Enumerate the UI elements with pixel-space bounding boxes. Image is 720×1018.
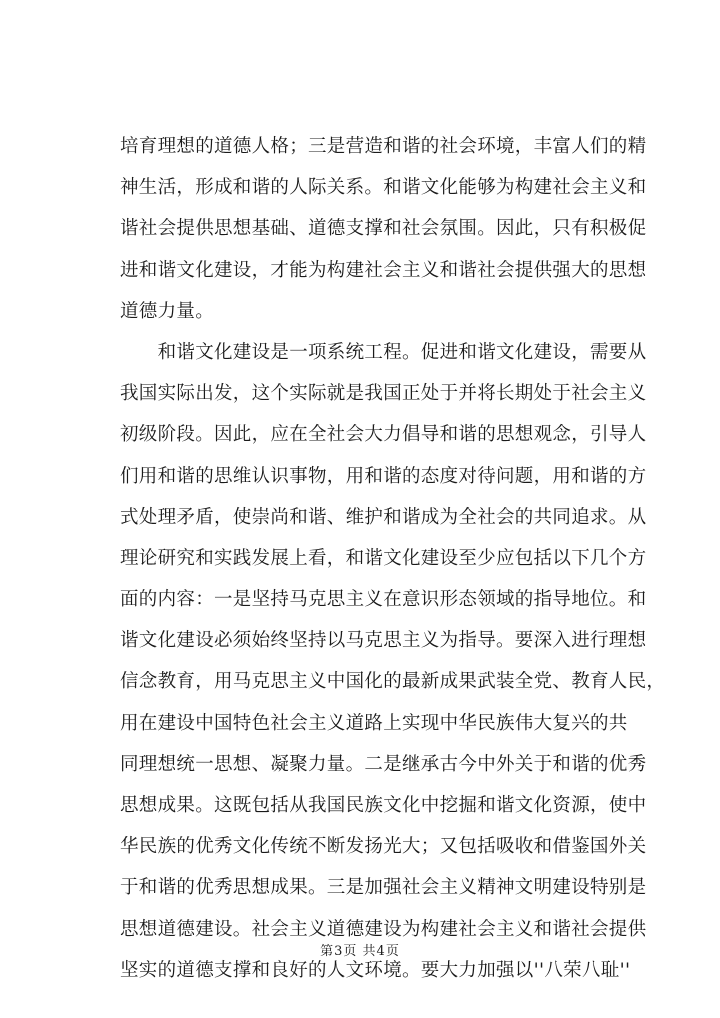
text-line: 道德力量。	[120, 300, 215, 322]
text-line: 同理想统一思想、凝聚力量。二是继承古今中外关于和谐的优秀	[120, 753, 647, 775]
body-text	[120, 126, 666, 991]
text-line: 谐社会提供思想基础、道德支撑和社会氛围。因此，只有积极促	[120, 218, 647, 240]
text-line: 和谐文化建设是一项系统工程。促进和谐文化建设，需要从	[120, 341, 647, 363]
text-line: 理论研究和实践发展上看，和谐文化建设至少应包括以下几个方	[120, 547, 647, 569]
text-line: 于和谐的优秀思想成果。三是加强社会主义精神文明建设特别是	[120, 877, 647, 899]
text-line: 思想成果。这既包括从我国民族文化中挖掘和谐文化资源，使中	[120, 795, 647, 816]
text-line: 进和谐文化建设，才能为构建社会主义和谐社会提供强大的思想	[120, 259, 647, 281]
text-line: 们用和谐的思维认识事物，用和谐的态度对待问题，用和谐的方	[120, 465, 647, 487]
text-line: 谐文化建设必须始终坚持以马克思主义为指导。要深入进行理想	[120, 630, 647, 652]
text-line: 思想道德建设。社会主义道德建设为构建社会主义和谐社会提供	[120, 918, 647, 940]
text-line: 式处理矛盾，使崇尚和谐、维护和谐成为全社会的共同追求。从	[120, 506, 647, 528]
text-line: 信念教育，用马克思主义中国化的最新成果武装全党、教育人民，	[120, 671, 666, 693]
text-line: 用在建设中国特色社会主义道路上实现中华民族伟大复兴的共	[120, 712, 628, 734]
text-line: 初级阶段。因此，应在全社会大力倡导和谐的思想观念，引导人	[120, 424, 647, 446]
text-line: 我国实际出发，这个实际就是我国正处于并将长期处于社会主义	[120, 383, 647, 405]
page-number-footer: 第3页 共4页	[320, 944, 400, 959]
text-line: 坚实的道德支撑和良好的人文环境。要大力加强以''八荣八耻''	[120, 959, 631, 981]
text-line: 面的内容：一是坚持马克思主义在意识形态领域的指导地位。和	[120, 589, 647, 611]
text-line: 培育理想的道德人格；三是营造和谐的社会环境，丰富人们的精	[120, 136, 647, 157]
text-line: 华民族的优秀文化传统不断发扬光大；又包括吸收和借鉴国外关	[120, 836, 647, 858]
text-line: 神生活，形成和谐的人际关系。和谐文化能够为构建社会主义和	[120, 177, 647, 199]
